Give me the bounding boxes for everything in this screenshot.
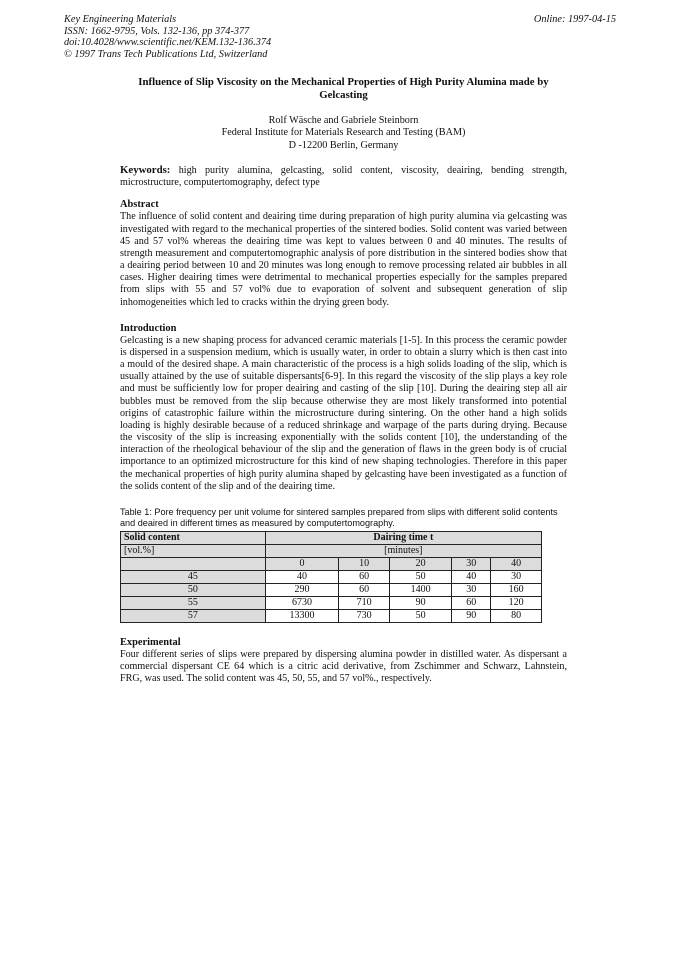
doi-line: doi:10.4028/www.scientific.net/KEM.132-136.374 (64, 37, 272, 49)
experimental-text: Four different series of slips were prepared by dispersing alumina powder in distilled water. As dispersant a commercial dispersant CE 64 which is a citric acid derivative, from Zschimmer and Schwarz, Lahnstein, FRG, was used. The solid content was 45, 50, 55, and 57 vol%., respectively. (120, 649, 567, 685)
experimental-heading: Experimental (120, 636, 181, 648)
value-cell: 60 (339, 570, 390, 583)
value-cell: 1400 (390, 583, 452, 596)
table-row (121, 596, 542, 609)
table-row (121, 609, 542, 622)
solid-cell: 45 (121, 570, 266, 583)
value-cell: 290 (265, 583, 339, 596)
value-cell: 120 (491, 596, 542, 609)
solid-cell: 50 (121, 583, 266, 596)
table-row (121, 583, 542, 596)
solid-content-unit: [vol.%] (121, 544, 266, 557)
value-cell: 80 (491, 609, 542, 622)
time-cell: 10 (339, 557, 390, 570)
value-cell: 60 (452, 596, 491, 609)
introduction-text: Gelcasting is a new shaping process for advanced ceramic materials [1-5]. In this process the ceramic powder is dispersed in a suspension medium, which is usually water, in order to obtain a slurry which is then cast into a mould of the desired shape. A main characteristic of the process is a high solids loading of the slip, which is usually attained by the use of suitable dispersants[6-9]. In this regard the viscosity of the slip plays a key role and must be sufficiently low for proper deairing and casting of the slip [10]. During the deairing step all air bubbles must be removed from the slip because otherwise they are most likely transformed into potential origins of catastrophic failure within the microstructure during sintering. On the other hand a high solids loading is highly desirable because of a reduced shrinkage and warpage of the parts during drying. Because the viscosity of the slip is increasing exponentially with the solids content [10], the understanding of the interaction of the rheological behaviour of the slip and the generation of flaws in the green body is of crucial importance to an optimized microstructure for this kind of new shaping technologies. Therefore in this paper the mechanical properties of high purity alumina shaped by gelcasting have been investigated as a function of the solids content of the slip and of the deairing time. (120, 334, 567, 492)
author-address: D -12200 Berlin, Germany (288, 139, 399, 151)
table-caption: Table 1: Pore frequency per unit volume for sintered samples prepared from slips with different solid contents and deaired in different times as measured by computertomography. (120, 506, 558, 528)
time-cell: 40 (491, 557, 542, 570)
value-cell: 730 (339, 609, 390, 622)
value-cell: 710 (339, 596, 390, 609)
time-cell: 30 (452, 557, 491, 570)
value-cell: 30 (491, 570, 542, 583)
solid-cell: 57 (121, 609, 266, 622)
time-cell: 0 (265, 557, 339, 570)
pore-frequency-table (120, 531, 542, 623)
value-cell: 30 (452, 583, 491, 596)
time-cell: 20 (390, 557, 452, 570)
value-cell: 40 (452, 570, 491, 583)
value-cell: 6730 (265, 596, 339, 609)
value-cell: 13300 (265, 609, 339, 622)
keywords-label: Keywords: (120, 163, 171, 176)
solid-content-header: Solid content (121, 531, 266, 544)
abstract-text: The influence of solid content and deairing time during preparation of high purity alumina via gelcasting was investigated with regard to the mechanical properties of the sintered bodies. Solid content was varied between 45 and 57 vol% whereas the deairing time was kept to values between 0 and 40 minutes. The results of strength measurement and computertomographic analysis of pore distribution in the sintered bodies show that a deairing period between 10 and 20 minutes was long enough to remove processing related air bubbles in all cases. Higher deairing times were detrimental to mechanical properties especially for the samples prepared from slips with 55 and 57 vol% due to evaporation of solvent and subsequent generation of slip inhomogeneities which led to cracks within the drying green body. (120, 211, 567, 308)
time-header-row (121, 557, 542, 570)
table-row (121, 570, 542, 583)
page-header (64, 14, 616, 60)
introduction-heading: Introduction (120, 322, 177, 334)
value-cell: 90 (452, 609, 491, 622)
author-block (120, 115, 567, 152)
author-names: Rolf Wäsche and Gabriele Steinborn (268, 115, 419, 127)
paper-title: Influence of Slip Viscosity on the Mechanical Properties of High Purity Alumina made by Gelcasting (138, 76, 549, 101)
author-institute: Federal Institute for Materials Research and Testing (BAM) (221, 127, 466, 139)
copyright-line: © 1997 Trans Tech Publications Ltd, Switzerland (64, 48, 268, 60)
dairing-time-unit: [minutes] (265, 544, 541, 557)
value-cell: 90 (390, 596, 452, 609)
issn-line: ISSN: 1662-9795, Vols. 132-136, pp 374-377 (64, 25, 250, 37)
keywords (120, 164, 567, 189)
value-cell: 160 (491, 583, 542, 596)
value-cell: 50 (390, 609, 452, 622)
solid-cell: 55 (121, 596, 266, 609)
value-cell: 50 (390, 570, 452, 583)
online-date: Online: 1997-04-15 (533, 14, 616, 25)
table-cell (121, 557, 266, 570)
value-cell: 60 (339, 583, 390, 596)
paper-body (120, 76, 567, 686)
value-cell: 40 (265, 570, 339, 583)
abstract-heading: Abstract (120, 199, 159, 211)
keywords-text: high purity alumina, gelcasting, solid content, viscosity, deairing, bending strength, microstructure, computertomography, defect type (120, 164, 567, 188)
dairing-time-header: Dairing time t (265, 531, 541, 544)
journal-name: Key Engineering Materials (64, 14, 177, 25)
